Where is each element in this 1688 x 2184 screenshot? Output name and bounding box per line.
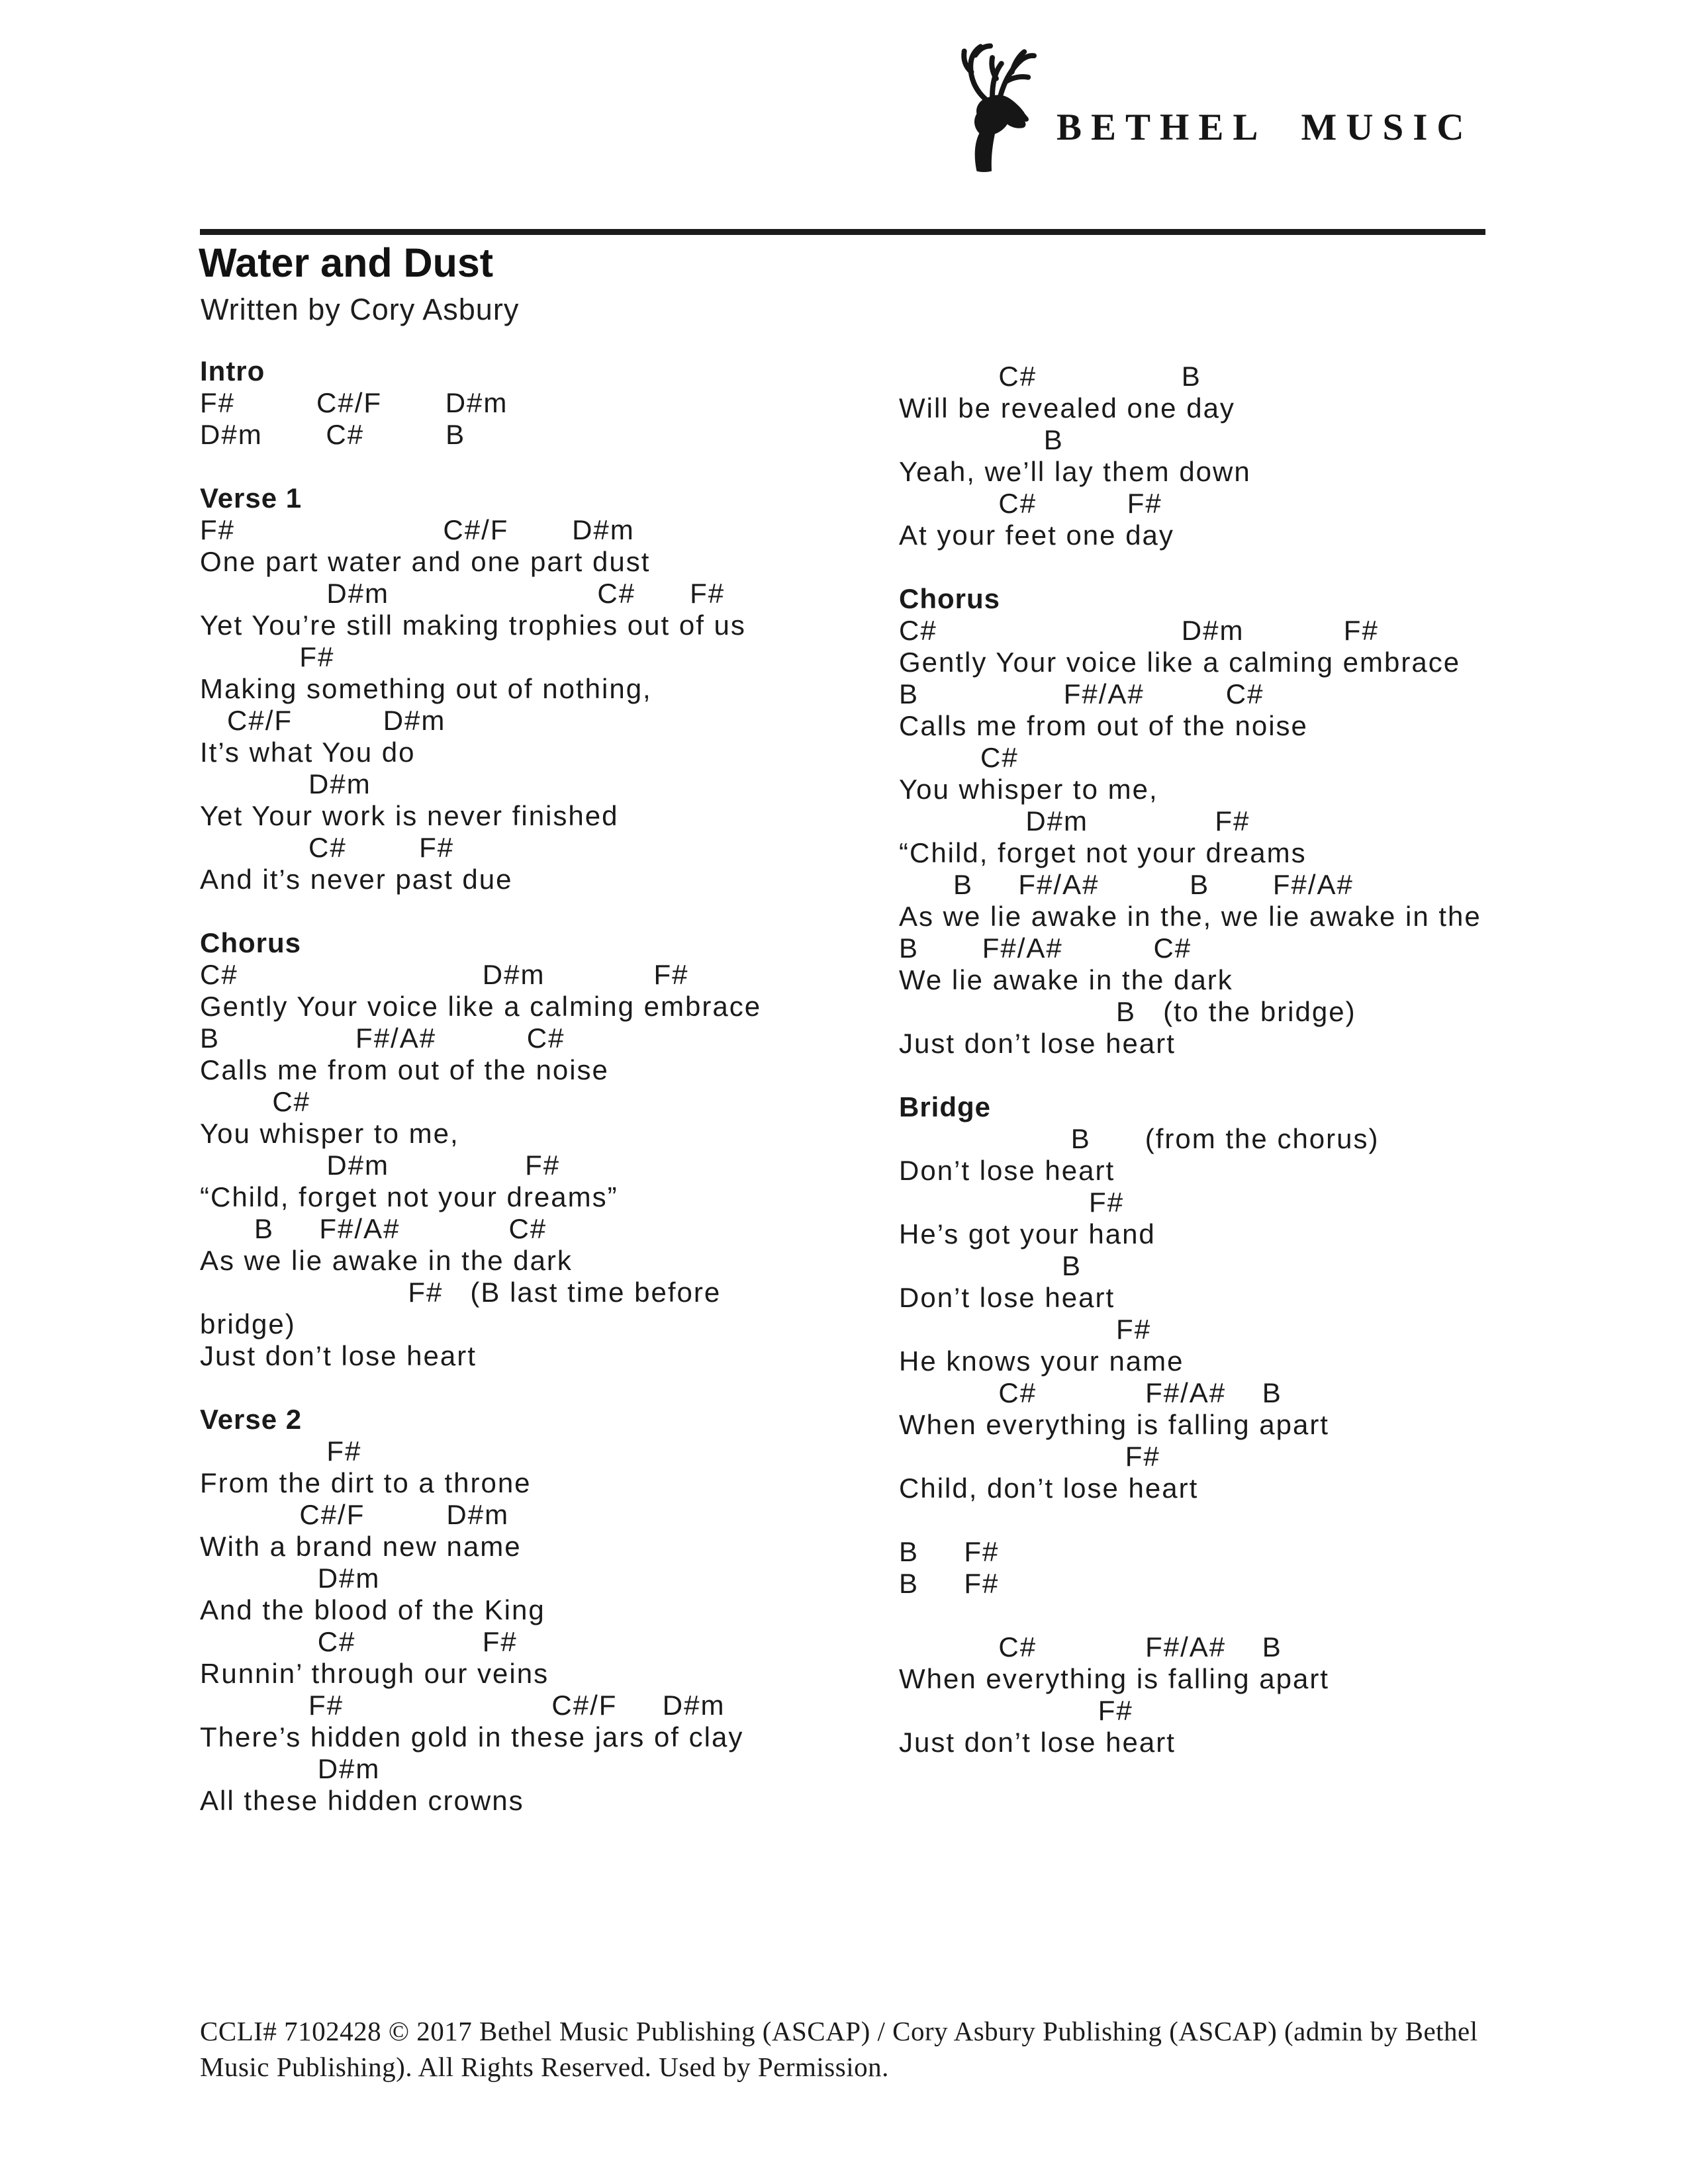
- chord-line: D#m C# F#: [200, 578, 726, 609]
- lyric-line: Just don’t lose heart: [899, 1028, 1176, 1059]
- lyric-line: Gently Your voice like a calming embrace: [899, 647, 1461, 678]
- line-spacer: [899, 1060, 1607, 1091]
- section-header: Chorus: [899, 583, 1000, 614]
- chord-line: F#: [899, 1441, 1160, 1472]
- lyric-line: And the blood of the King: [200, 1594, 545, 1625]
- lyric-line: One part water and one part dust: [200, 546, 651, 577]
- chord-line: F#: [899, 1187, 1125, 1218]
- lyric-line: And it’s never past due: [200, 864, 513, 895]
- chord-line: F#: [200, 641, 335, 672]
- line-spacer: [899, 551, 1607, 583]
- lyric-line: Just don’t lose heart: [200, 1340, 477, 1371]
- lyric-line: Calls me from out of the noise: [200, 1054, 609, 1085]
- deer-head-icon: [952, 41, 1037, 173]
- lyric-line: As we lie awake in the, we lie awake in the: [899, 901, 1481, 932]
- chord-line: B F#/A# B F#/A#: [899, 869, 1354, 900]
- lyric-line: Don’t lose heart: [899, 1155, 1115, 1186]
- chord-line: C#/F D#m: [200, 705, 446, 736]
- lyric-line: As we lie awake in the dark: [200, 1245, 573, 1276]
- lyric-line: There’s hidden gold in these jars of clay: [200, 1721, 744, 1752]
- chord-line: B F#/A# C#: [899, 933, 1192, 964]
- chord-line: C# D#m F#: [899, 615, 1379, 646]
- chord-line: D#m F#: [200, 1150, 561, 1181]
- chord-line: B (from the chorus): [899, 1123, 1380, 1154]
- lyrics-column-right: [899, 361, 1607, 1758]
- lyric-line: At your feet one day: [899, 520, 1174, 551]
- chord-line: C# D#m F#: [200, 959, 689, 990]
- lyric-line: All these hidden crowns: [200, 1785, 524, 1816]
- brand-logo: [952, 41, 1474, 173]
- section-header: Bridge: [899, 1091, 992, 1122]
- copyright-footer: [200, 2013, 1478, 2085]
- chord-line: F#: [899, 1695, 1133, 1726]
- chord-line: bridge): [200, 1308, 296, 1340]
- chord-line: F# (B last time before: [200, 1277, 722, 1308]
- section-header: Verse 1: [200, 482, 303, 514]
- lyric-line: Making something out of nothing,: [200, 673, 652, 704]
- lyrics-column-left: [200, 355, 908, 1817]
- section-header: Verse 2: [200, 1404, 303, 1435]
- lyric-line: Yeah, we’ll lay them down: [899, 456, 1251, 487]
- lyric-line: He’s got your hand: [899, 1218, 1156, 1250]
- lyric-line: Runnin’ through our veins: [200, 1658, 549, 1689]
- line-spacer: [200, 1372, 908, 1404]
- line-spacer: [200, 895, 908, 927]
- copyright-line-2: Music Publishing). All Rights Reserved. Used by Permission.: [200, 2052, 889, 2082]
- chord-line: C# F#/A# B: [899, 1377, 1282, 1408]
- lyric-line: Yet You’re still making trophies out of us: [200, 610, 746, 641]
- section-header: Chorus: [200, 927, 301, 958]
- chord-line: F# C#/F D#m: [200, 387, 508, 418]
- line-spacer: [899, 1600, 1607, 1631]
- chord-line: C#/F D#m: [200, 1499, 510, 1530]
- lyric-line: With a brand new name: [200, 1531, 522, 1562]
- song-author: Written by Cory Asbury: [201, 293, 520, 326]
- header-divider: [200, 229, 1485, 235]
- chord-line: B: [899, 1250, 1082, 1281]
- chord-line: F#: [200, 1435, 362, 1467]
- chord-line: B F#: [899, 1536, 1000, 1567]
- chord-line: D#m: [200, 768, 371, 799]
- lyric-line: Child, don’t lose heart: [899, 1473, 1199, 1504]
- line-spacer: [200, 451, 908, 482]
- chord-line: B F#/A# C#: [200, 1213, 547, 1244]
- chord-line: D#m: [200, 1563, 381, 1594]
- lyric-line: “Child, forget not your dreams”: [200, 1181, 618, 1212]
- lyric-line: Calls me from out of the noise: [899, 710, 1308, 741]
- chord-line: C#: [899, 742, 1019, 773]
- chord-line: C# F#/A# B: [899, 1631, 1282, 1662]
- lyric-line: When everything is falling apart: [899, 1409, 1329, 1440]
- chord-line: D#m: [200, 1753, 381, 1784]
- lyric-line: Gently Your voice like a calming embrace: [200, 991, 762, 1022]
- lyric-line: Yet Your work is never finished: [200, 800, 619, 831]
- line-spacer: [899, 1504, 1607, 1536]
- brand-name: BETHEL MUSIC: [1056, 107, 1474, 148]
- lyric-line: You whisper to me,: [899, 774, 1158, 805]
- chord-line: D#m F#: [899, 805, 1250, 837]
- lyric-line: He knows your name: [899, 1345, 1184, 1377]
- chord-line: B F#/A# C#: [200, 1023, 565, 1054]
- lyric-line: Don’t lose heart: [899, 1282, 1115, 1313]
- chord-line: F#: [899, 1314, 1152, 1345]
- lyric-line: We lie awake in the dark: [899, 964, 1233, 995]
- chord-line: C#: [200, 1086, 311, 1117]
- chord-line: B: [899, 424, 1064, 455]
- chord-line: C# F#: [200, 1626, 518, 1657]
- chord-line: C# B: [899, 361, 1201, 392]
- chord-line: C# F#: [200, 832, 455, 863]
- lyric-line: Just don’t lose heart: [899, 1727, 1176, 1758]
- copyright-line-1: CCLI# 7102428 © 2017 Bethel Music Publishing (ASCAP) / Cory Asbury Publishing (ASCAP) (admin by Bethel: [200, 2016, 1478, 2046]
- chord-line: F# C#/F D#m: [200, 514, 635, 545]
- section-header: Intro: [200, 355, 265, 387]
- song-title: Water and Dust: [199, 240, 494, 285]
- chord-line: C# F#: [899, 488, 1162, 519]
- chord-line: F# C#/F D#m: [200, 1690, 726, 1721]
- lyric-line: From the dirt to a throne: [200, 1467, 532, 1498]
- chord-line: B F#: [899, 1568, 1000, 1599]
- lyric-line: Will be revealed one day: [899, 392, 1235, 424]
- lyric-line: It’s what You do: [200, 737, 416, 768]
- lyric-line: When everything is falling apart: [899, 1663, 1329, 1694]
- lyric-line: You whisper to me,: [200, 1118, 459, 1149]
- chord-line: B F#/A# C#: [899, 678, 1264, 709]
- lyric-line: “Child, forget not your dreams: [899, 837, 1307, 868]
- chord-line: B (to the bridge): [899, 996, 1356, 1027]
- chord-line: D#m C# B: [200, 419, 466, 450]
